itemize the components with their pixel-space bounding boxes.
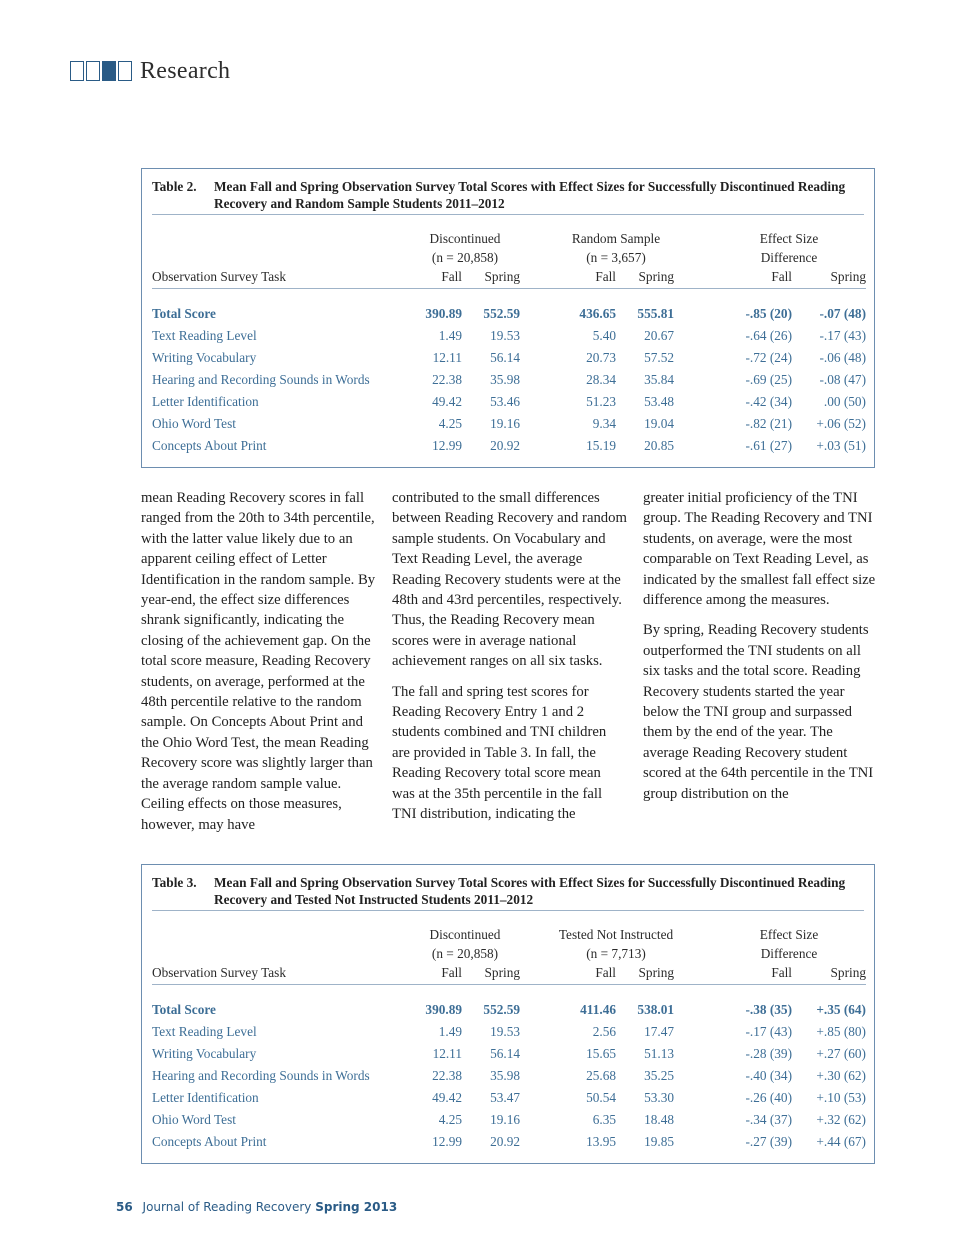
cell: 1.49	[438, 328, 462, 343]
cell: +.35 (64)	[816, 1002, 866, 1017]
cell: -.61 (27)	[745, 438, 792, 453]
row-task: Letter Identification	[152, 394, 259, 409]
fall-header: Fall	[712, 963, 792, 985]
cell: .00 (50)	[823, 394, 866, 409]
table-caption	[152, 178, 866, 212]
cell: -.42 (34)	[745, 394, 792, 409]
table-row	[152, 369, 866, 391]
group-n: (n = 20,858)	[431, 250, 499, 265]
fall-header: Fall	[712, 267, 792, 289]
table-3	[141, 864, 875, 1164]
cell: 555.81	[637, 306, 674, 321]
cell: 2.56	[592, 1024, 616, 1039]
cell: 538.01	[637, 1002, 674, 1017]
cell: -.34 (37)	[745, 1112, 792, 1127]
table-row	[152, 391, 866, 413]
cell: 35.98	[490, 372, 520, 387]
cell: 20.92	[490, 438, 520, 453]
cell: 51.13	[644, 1046, 674, 1061]
section-logo-icon	[70, 61, 132, 81]
spring-header: Spring	[616, 963, 674, 985]
cell: -.28 (39)	[745, 1046, 792, 1061]
paragraph: greater initial proficiency of the TNI group. The Reading Recovery and TNI students, on average, were the most comparable on Text Reading Level, as indicated by the smallest fall effect size difference among the measures.	[643, 490, 876, 609]
cell: 50.54	[586, 1090, 616, 1105]
cell: 12.99	[432, 1134, 462, 1149]
group-n: (n = 7,713)	[586, 946, 646, 961]
table-number: Table 3.	[152, 875, 197, 890]
cell: -.85 (20)	[745, 306, 792, 321]
cell: -.64 (26)	[745, 328, 792, 343]
cell: 53.47	[490, 1090, 520, 1105]
cell: +.10 (53)	[816, 1090, 866, 1105]
cell: 53.48	[644, 394, 674, 409]
cell: 19.53	[490, 328, 520, 343]
text-column-1	[141, 488, 376, 845]
row-task: Writing Vocabulary	[152, 350, 257, 365]
cell: 53.30	[644, 1090, 674, 1105]
cell: 25.68	[586, 1068, 616, 1083]
table-row	[152, 289, 866, 326]
paragraph: mean Reading Recovery scores in fall ranged from the 20th to 34th percentile, with the latter value likely due to an apparent ceiling effect of Letter Identification in the random sample. By year-end, the effect size differences shrank significantly, indicating the closing of the achievement gap. On the total score measure, Reading Recovery students, on average, performed at the 48th percentile relative to the random sample. On Concepts About Print and the Ohio Word Test, the mean Reading Recovery score was slightly larger than the average random sample value. Ceiling effects on those measures, however, may have	[141, 490, 376, 833]
cell: 390.89	[425, 306, 462, 321]
cell: 20.73	[586, 350, 616, 365]
cell: 19.16	[490, 1112, 520, 1127]
table-row	[152, 435, 866, 457]
group-n: (n = 20,858)	[431, 946, 499, 961]
spring-header: Spring	[616, 267, 674, 289]
cell: 1.49	[438, 1024, 462, 1039]
cell: 56.14	[490, 1046, 520, 1061]
cell: 28.34	[586, 372, 616, 387]
spring-header: Spring	[792, 963, 866, 985]
cell: +.03 (51)	[816, 438, 866, 453]
cell: -.26 (40)	[745, 1090, 792, 1105]
task-header: Observation Survey Task	[152, 963, 410, 985]
row-task: Text Reading Level	[152, 1024, 257, 1039]
table-title: Mean Fall and Spring Observation Survey Total Scores with Effect Sizes for Successfully Discontinued Reading Recovery and Tested Not Instructed Students 2011–2012	[214, 875, 846, 907]
cell: 22.38	[432, 1068, 462, 1083]
cell: 17.47	[644, 1024, 674, 1039]
table-row	[152, 985, 866, 1022]
cell: 20.67	[644, 328, 674, 343]
row-task: Hearing and Recording Sounds in Words	[152, 1068, 370, 1083]
page-footer	[116, 1200, 397, 1214]
cell: 9.34	[592, 416, 616, 431]
cell: 19.85	[644, 1134, 674, 1149]
table-row	[152, 347, 866, 369]
cell: 436.65	[579, 306, 616, 321]
cell: 57.52	[644, 350, 674, 365]
paragraph: By spring, Reading Recovery students outperformed the TNI students on all six tasks and the total score. Reading Recovery students started the year below the TNI group and surpassed them by the end of the year. The average Reading Recovery student scored at the 64th percentile in the TNI group distribution on the	[643, 622, 874, 802]
cell: 35.25	[644, 1068, 674, 1083]
table-row	[152, 1087, 866, 1109]
cell: 20.85	[644, 438, 674, 453]
cell: 18.48	[644, 1112, 674, 1127]
cell: -.27 (39)	[745, 1134, 792, 1149]
cell: 15.19	[586, 438, 616, 453]
task-header: Observation Survey Task	[152, 267, 410, 289]
cell: +.27 (60)	[816, 1046, 866, 1061]
group-name: Effect Size	[759, 231, 819, 246]
cell: 49.42	[432, 1090, 462, 1105]
table-number: Table 2.	[152, 179, 197, 194]
group-n: (n = 3,657)	[586, 250, 646, 265]
row-task: Ohio Word Test	[152, 1112, 236, 1127]
cell: -.82 (21)	[745, 416, 792, 431]
cell: 6.35	[592, 1112, 616, 1127]
cell: 552.59	[483, 1002, 520, 1017]
row-task: Total Score	[152, 306, 216, 321]
table-row	[152, 325, 866, 347]
paragraph: The fall and spring test scores for Reading Recovery Entry 1 and 2 students combined and TNI children are provided in Table 3. In fall, the Reading Recovery total score mean was at the 35th percentile in the fall TNI distribution, indicating the	[392, 683, 607, 823]
cell: 35.98	[490, 1068, 520, 1083]
cell: +.32 (62)	[816, 1112, 866, 1127]
cell: 56.14	[490, 350, 520, 365]
cell: -.72 (24)	[745, 350, 792, 365]
paragraph: contributed to the small differences between Reading Recovery and random sample students. On Vocabulary and Text Reading Level, the average Reading Recovery students were at the 48th and 43rd percentiles, respectively. Thus, the Reading Recovery mean scores were in average national achievement ranges on all six tasks.	[392, 490, 627, 670]
group-name: Tested Not Instructed	[558, 927, 674, 942]
cell: 49.42	[432, 394, 462, 409]
cell: 5.40	[592, 328, 616, 343]
cell: +.06 (52)	[816, 416, 866, 431]
cell: -.07 (48)	[819, 306, 866, 321]
cell: 390.89	[425, 1002, 462, 1017]
cell: 12.11	[432, 1046, 462, 1061]
cell: 13.95	[586, 1134, 616, 1149]
cell: 15.65	[586, 1046, 616, 1061]
row-task: Concepts About Print	[152, 1134, 267, 1149]
page-number: 56	[116, 1200, 133, 1214]
row-task: Ohio Word Test	[152, 416, 236, 431]
issue-label: Spring 2013	[315, 1200, 398, 1214]
table-title: Mean Fall and Spring Observation Survey Total Scores with Effect Sizes for Successfully Discontinued Reading Recovery and Random Sample Students 2011–2012	[214, 179, 846, 211]
group-name: Discontinued	[429, 927, 501, 942]
cell: +.85 (80)	[816, 1024, 866, 1039]
table-row	[152, 1065, 866, 1087]
group-n: Difference	[760, 946, 818, 961]
table-caption	[152, 874, 866, 908]
cell: -.40 (34)	[745, 1068, 792, 1083]
cell: 411.46	[580, 1002, 616, 1017]
group-name: Discontinued	[429, 231, 501, 246]
cell: 12.99	[432, 438, 462, 453]
cell: 22.38	[432, 372, 462, 387]
cell: -.69 (25)	[745, 372, 792, 387]
cell: 12.11	[432, 350, 462, 365]
cell: 35.84	[644, 372, 674, 387]
cell: 51.23	[586, 394, 616, 409]
row-task: Letter Identification	[152, 1090, 259, 1105]
fall-header: Fall	[410, 963, 462, 985]
table-row	[152, 1021, 866, 1043]
table-row	[152, 1109, 866, 1131]
cell: 19.53	[490, 1024, 520, 1039]
table-row	[152, 413, 866, 435]
row-task: Total Score	[152, 1002, 216, 1017]
fall-header: Fall	[558, 963, 616, 985]
cell: 19.16	[490, 416, 520, 431]
cell: +.30 (62)	[816, 1068, 866, 1083]
cell: -.17 (43)	[745, 1024, 792, 1039]
cell: 4.25	[438, 1112, 462, 1127]
group-name: Random Sample	[571, 231, 661, 246]
cell: -.06 (48)	[819, 350, 866, 365]
cell: -.38 (35)	[745, 1002, 792, 1017]
section-title: Research	[140, 57, 231, 84]
text-column-2	[392, 488, 627, 835]
fall-header: Fall	[558, 267, 616, 289]
cell: 4.25	[438, 416, 462, 431]
spring-header: Spring	[792, 267, 866, 289]
journal-name: Journal of Reading Recovery	[142, 1200, 312, 1214]
cell: 552.59	[483, 306, 520, 321]
row-task: Concepts About Print	[152, 438, 267, 453]
cell: -.08 (47)	[819, 372, 866, 387]
cell: 20.92	[490, 1134, 520, 1149]
section-header	[70, 56, 230, 86]
row-task: Text Reading Level	[152, 328, 257, 343]
cell: +.44 (67)	[816, 1134, 866, 1149]
row-task: Hearing and Recording Sounds in Words	[152, 372, 370, 387]
group-name: Effect Size	[759, 927, 819, 942]
table-2	[141, 168, 875, 468]
data-table	[152, 229, 866, 457]
data-table	[152, 925, 866, 1153]
fall-header: Fall	[410, 267, 462, 289]
spring-header: Spring	[462, 963, 520, 985]
text-column-3	[643, 488, 878, 814]
cell: 19.04	[644, 416, 674, 431]
spring-header: Spring	[462, 267, 520, 289]
group-n: Difference	[760, 250, 818, 265]
table-row	[152, 1131, 866, 1153]
cell: 53.46	[490, 394, 520, 409]
row-task: Writing Vocabulary	[152, 1046, 257, 1061]
cell: -.17 (43)	[819, 328, 866, 343]
table-row	[152, 1043, 866, 1065]
